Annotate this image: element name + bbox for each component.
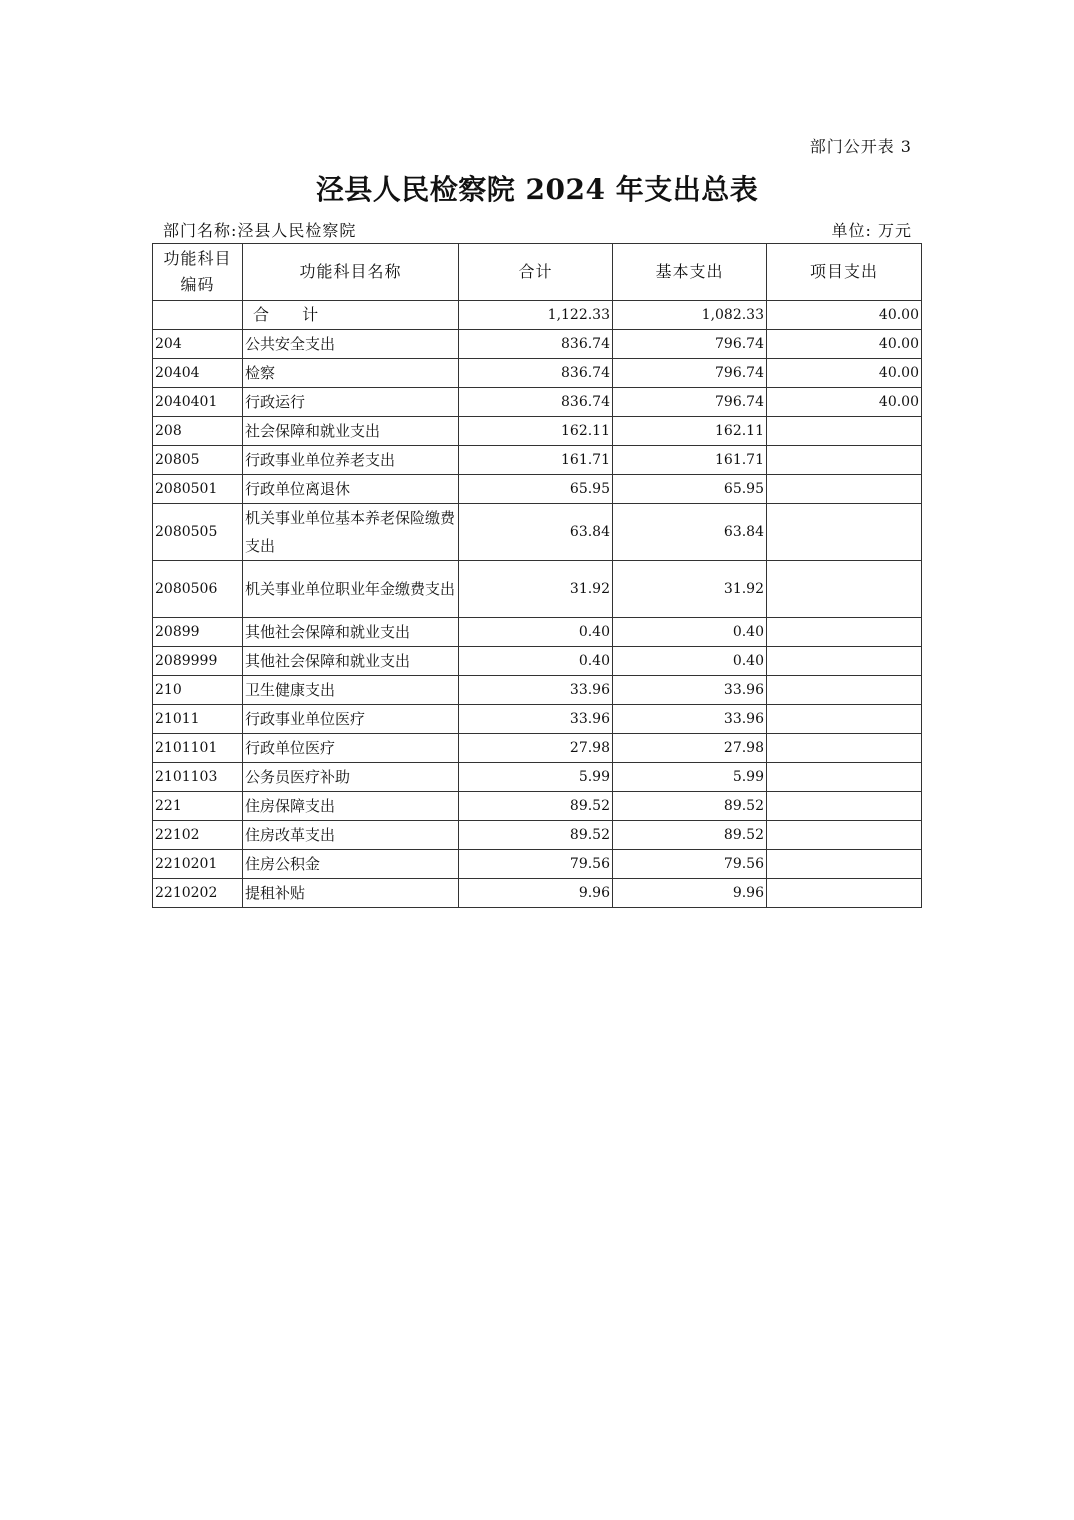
row-basic: 796.74 <box>613 330 767 359</box>
row-project <box>767 504 922 561</box>
row-code: 2210201 <box>153 850 243 879</box>
row-total: 5.99 <box>459 763 613 792</box>
row-code: 2101103 <box>153 763 243 792</box>
row-name: 行政事业单位医疗 <box>243 705 459 734</box>
row-code: 2080505 <box>153 504 243 561</box>
row-code: 2080506 <box>153 561 243 618</box>
row-basic: 33.96 <box>613 705 767 734</box>
row-basic: 33.96 <box>613 676 767 705</box>
row-name: 行政事业单位养老支出 <box>243 446 459 475</box>
table-row <box>153 359 922 388</box>
row-code: 221 <box>153 792 243 821</box>
row-name: 行政单位离退休 <box>243 475 459 504</box>
table-row <box>153 561 922 618</box>
row-code: 21011 <box>153 705 243 734</box>
row-basic: 89.52 <box>613 821 767 850</box>
row-name: 公共安全支出 <box>243 330 459 359</box>
table-row <box>153 446 922 475</box>
row-project <box>767 561 922 618</box>
row-code: 210 <box>153 676 243 705</box>
row-name: 行政运行 <box>243 388 459 417</box>
row-basic: 162.11 <box>613 417 767 446</box>
table-row <box>153 647 922 676</box>
row-code: 2089999 <box>153 647 243 676</box>
row-total: 836.74 <box>459 359 613 388</box>
row-total: 836.74 <box>459 330 613 359</box>
table-row <box>153 821 922 850</box>
row-basic: 161.71 <box>613 446 767 475</box>
row-project <box>767 821 922 850</box>
row-basic: 5.99 <box>613 763 767 792</box>
page-title: 泾县人民检察院 2024 年支出总表 <box>315 173 759 206</box>
row-project <box>767 417 922 446</box>
row-total: 89.52 <box>459 792 613 821</box>
total-code-cell <box>153 301 243 330</box>
row-basic: 9.96 <box>613 879 767 908</box>
document-label: 部门公开表 3 <box>809 137 912 156</box>
row-name: 行政单位医疗 <box>243 734 459 763</box>
table-row <box>153 676 922 705</box>
header-total: 合计 <box>459 244 613 301</box>
row-total: 79.56 <box>459 850 613 879</box>
row-project <box>767 763 922 792</box>
row-basic: 0.40 <box>613 647 767 676</box>
row-code: 20404 <box>153 359 243 388</box>
table-row <box>153 618 922 647</box>
row-code: 2210202 <box>153 879 243 908</box>
row-name: 社会保障和就业支出 <box>243 417 459 446</box>
row-code: 2040401 <box>153 388 243 417</box>
table-row <box>153 475 922 504</box>
table-row <box>153 330 922 359</box>
row-code: 2080501 <box>153 475 243 504</box>
department-name: 部门名称:泾县人民检察院 <box>163 221 357 240</box>
row-total: 33.96 <box>459 705 613 734</box>
row-code: 208 <box>153 417 243 446</box>
row-code: 22102 <box>153 821 243 850</box>
row-total: 63.84 <box>459 504 613 561</box>
table-row <box>153 388 922 417</box>
row-project: 40.00 <box>767 359 922 388</box>
row-name: 提租补贴 <box>243 879 459 908</box>
row-name: 公务员医疗补助 <box>243 763 459 792</box>
row-total: 27.98 <box>459 734 613 763</box>
row-project <box>767 850 922 879</box>
row-project <box>767 475 922 504</box>
row-name: 检察 <box>243 359 459 388</box>
total-row <box>153 301 922 330</box>
row-code: 20805 <box>153 446 243 475</box>
row-code: 20899 <box>153 618 243 647</box>
table-row <box>153 792 922 821</box>
row-project <box>767 879 922 908</box>
row-basic: 796.74 <box>613 388 767 417</box>
unit-label: 单位: 万元 <box>831 221 912 240</box>
table-row <box>153 763 922 792</box>
row-total: 89.52 <box>459 821 613 850</box>
row-name: 其他社会保障和就业支出 <box>243 647 459 676</box>
row-name: 住房公积金 <box>243 850 459 879</box>
row-project: 40.00 <box>767 388 922 417</box>
total-basic: 1,082.33 <box>613 301 767 330</box>
row-project: 40.00 <box>767 330 922 359</box>
table-row <box>153 504 922 561</box>
expenditure-table <box>152 243 922 908</box>
row-total: 0.40 <box>459 647 613 676</box>
header-name: 功能科目名称 <box>243 244 459 301</box>
row-total: 0.40 <box>459 618 613 647</box>
row-total: 836.74 <box>459 388 613 417</box>
row-name: 住房保障支出 <box>243 792 459 821</box>
row-name: 住房改革支出 <box>243 821 459 850</box>
table-row <box>153 705 922 734</box>
row-total: 31.92 <box>459 561 613 618</box>
row-name: 卫生健康支出 <box>243 676 459 705</box>
row-total: 162.11 <box>459 417 613 446</box>
row-total: 65.95 <box>459 475 613 504</box>
table-row <box>153 879 922 908</box>
total-label: 合 计 <box>243 301 459 330</box>
header-basic: 基本支出 <box>613 244 767 301</box>
table-row <box>153 850 922 879</box>
row-basic: 65.95 <box>613 475 767 504</box>
table-header-row <box>153 244 922 301</box>
row-project <box>767 734 922 763</box>
row-code: 2101101 <box>153 734 243 763</box>
row-basic: 0.40 <box>613 618 767 647</box>
row-total: 161.71 <box>459 446 613 475</box>
row-total: 33.96 <box>459 676 613 705</box>
row-name: 机关事业单位基本养老保险缴费支出 <box>243 504 459 561</box>
row-project <box>767 647 922 676</box>
row-name: 机关事业单位职业年金缴费支出 <box>243 561 459 618</box>
row-project <box>767 676 922 705</box>
row-project <box>767 618 922 647</box>
row-basic: 89.52 <box>613 792 767 821</box>
row-project <box>767 446 922 475</box>
header-project: 项目支出 <box>767 244 922 301</box>
total-project: 40.00 <box>767 301 922 330</box>
row-project <box>767 792 922 821</box>
row-basic: 31.92 <box>613 561 767 618</box>
row-basic: 796.74 <box>613 359 767 388</box>
row-name: 其他社会保障和就业支出 <box>243 618 459 647</box>
row-project <box>767 705 922 734</box>
row-basic: 63.84 <box>613 504 767 561</box>
row-total: 9.96 <box>459 879 613 908</box>
table-row <box>153 734 922 763</box>
row-basic: 27.98 <box>613 734 767 763</box>
table-row <box>153 417 922 446</box>
row-basic: 79.56 <box>613 850 767 879</box>
header-code: 功能科目编码 <box>153 244 243 301</box>
row-code: 204 <box>153 330 243 359</box>
total-total: 1,122.33 <box>459 301 613 330</box>
